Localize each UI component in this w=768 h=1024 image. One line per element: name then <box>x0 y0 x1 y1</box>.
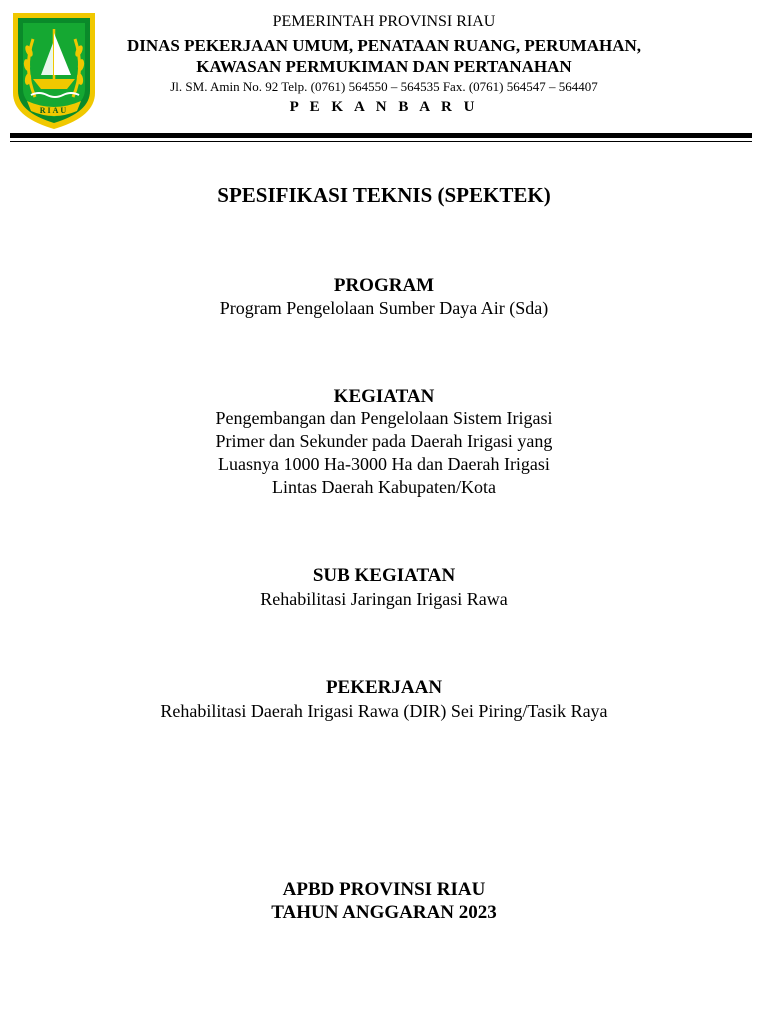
program-heading: PROGRAM <box>333 275 435 296</box>
pekerjaan-text: Rehabilitasi Daerah Irigasi Rawa (DIR) Sei Piring/Tasik Raya <box>160 701 608 721</box>
kegiatan-line: Primer dan Sekunder pada Daerah Irigasi yang <box>215 431 553 451</box>
letterhead-city: P E K A N B A R U <box>289 99 479 115</box>
kegiatan-text <box>0 407 768 499</box>
footer-budget-source: APBD PROVINSI RIAU <box>282 879 486 900</box>
letterhead-divider-thick <box>10 133 752 138</box>
riau-coat-of-arms-logo <box>9 9 99 133</box>
kegiatan-line: Lintas Daerah Kabupaten/Kota <box>272 477 496 497</box>
kegiatan-line: Pengembangan dan Pengelolaan Sistem Irigasi <box>215 408 553 428</box>
program-text: Program Pengelolaan Sumber Daya Air (Sda) <box>219 298 549 318</box>
kegiatan-line: Luasnya 1000 Ha-3000 Ha dan Daerah Irigasi <box>218 454 550 474</box>
letterhead-agency-line-2: KAWASAN PERMUKIMAN DAN PERTANAHAN <box>196 57 572 76</box>
kegiatan-heading: KEGIATAN <box>333 386 435 407</box>
footer-fiscal-year: TAHUN ANGGARAN 2023 <box>271 902 497 923</box>
logo-text: RIAU <box>39 106 69 115</box>
sub-kegiatan-heading: SUB KEGIATAN <box>312 565 456 586</box>
letterhead-agency-line-1: DINAS PEKERJAAN UMUM, PENATAAN RUANG, PERUMAHAN, <box>126 36 642 55</box>
document-title: SPESIFIKASI TEKNIS (SPEKTEK) <box>217 183 551 207</box>
pekerjaan-heading: PEKERJAAN <box>325 677 443 698</box>
sub-kegiatan-text: Rehabilitasi Jaringan Irigasi Rawa <box>260 589 508 609</box>
letterhead-divider-thin <box>10 141 752 142</box>
letterhead-government: PEMERINTAH PROVINSI RIAU <box>272 13 496 30</box>
letterhead-address: Jl. SM. Amin No. 92 Telp. (0761) 564550 – 564535 Fax. (0761) 564547 – 564407 <box>170 79 598 94</box>
